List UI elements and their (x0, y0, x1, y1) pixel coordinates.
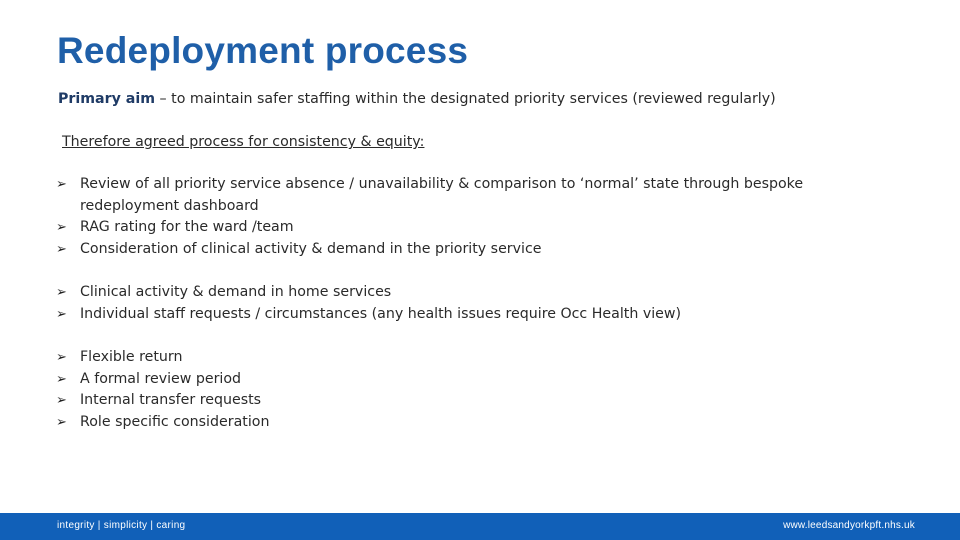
arrow-bullet-icon: ➢ (56, 285, 67, 300)
bullet-item (56, 412, 856, 434)
footer-values: integrity | simplicity | caring (57, 520, 186, 531)
bullet-item (56, 347, 856, 369)
arrow-bullet-icon: ➢ (56, 414, 67, 430)
bullet-text: Internal transfer requests (80, 392, 262, 409)
bullet-item (56, 304, 856, 326)
primary-aim (58, 91, 776, 107)
arrow-bullet-icon: ➢ (56, 177, 67, 192)
bullet-text: Consideration of clinical activity & demand in the priority service (80, 240, 542, 257)
arrow-bullet-icon: ➢ (56, 393, 67, 409)
bullet-item (56, 282, 856, 304)
bullet-item (56, 217, 856, 239)
bullet-text: Flexible return (80, 349, 183, 365)
arrow-bullet-icon: ➢ (56, 350, 67, 365)
arrow-bullet-icon: ➢ (56, 306, 67, 322)
bullet-item (56, 390, 856, 412)
bullet-item (56, 239, 856, 261)
bullet-text: Clinical activity & demand in home services (80, 284, 392, 300)
primary-aim-text: – to maintain safer staffing within the designated priority services (reviewed regularly) (155, 91, 776, 107)
footer-bar (0, 513, 960, 540)
bullet-group-1 (56, 174, 856, 260)
arrow-bullet-icon: ➢ (56, 241, 67, 257)
bullet-text: Individual staff requests / circumstances (any health issues require Occ Health view) (80, 305, 682, 322)
bullet-text: Role specific consideration (80, 413, 270, 430)
process-intro: Therefore agreed process for consistency & equity: (62, 134, 425, 150)
primary-aim-lead: Primary aim (58, 91, 156, 107)
slide-title: Redeployment process (57, 30, 469, 71)
bullet-group-3 (56, 347, 856, 433)
arrow-bullet-icon: ➢ (56, 220, 67, 236)
bullet-text: Review of all priority service absence / unavailability & comparison to ‘normal’ state through bespoke redeployment dashboard (80, 176, 804, 214)
arrow-bullet-icon: ➢ (56, 371, 67, 387)
bullet-item (56, 369, 856, 391)
bullet-item (56, 174, 856, 217)
footer-url: www.leedsandyorkpft.nhs.uk (783, 520, 915, 531)
bullet-text: A formal review period (80, 370, 242, 387)
bullet-text: RAG rating for the ward /team (80, 219, 294, 236)
bullet-group-2 (56, 282, 856, 325)
